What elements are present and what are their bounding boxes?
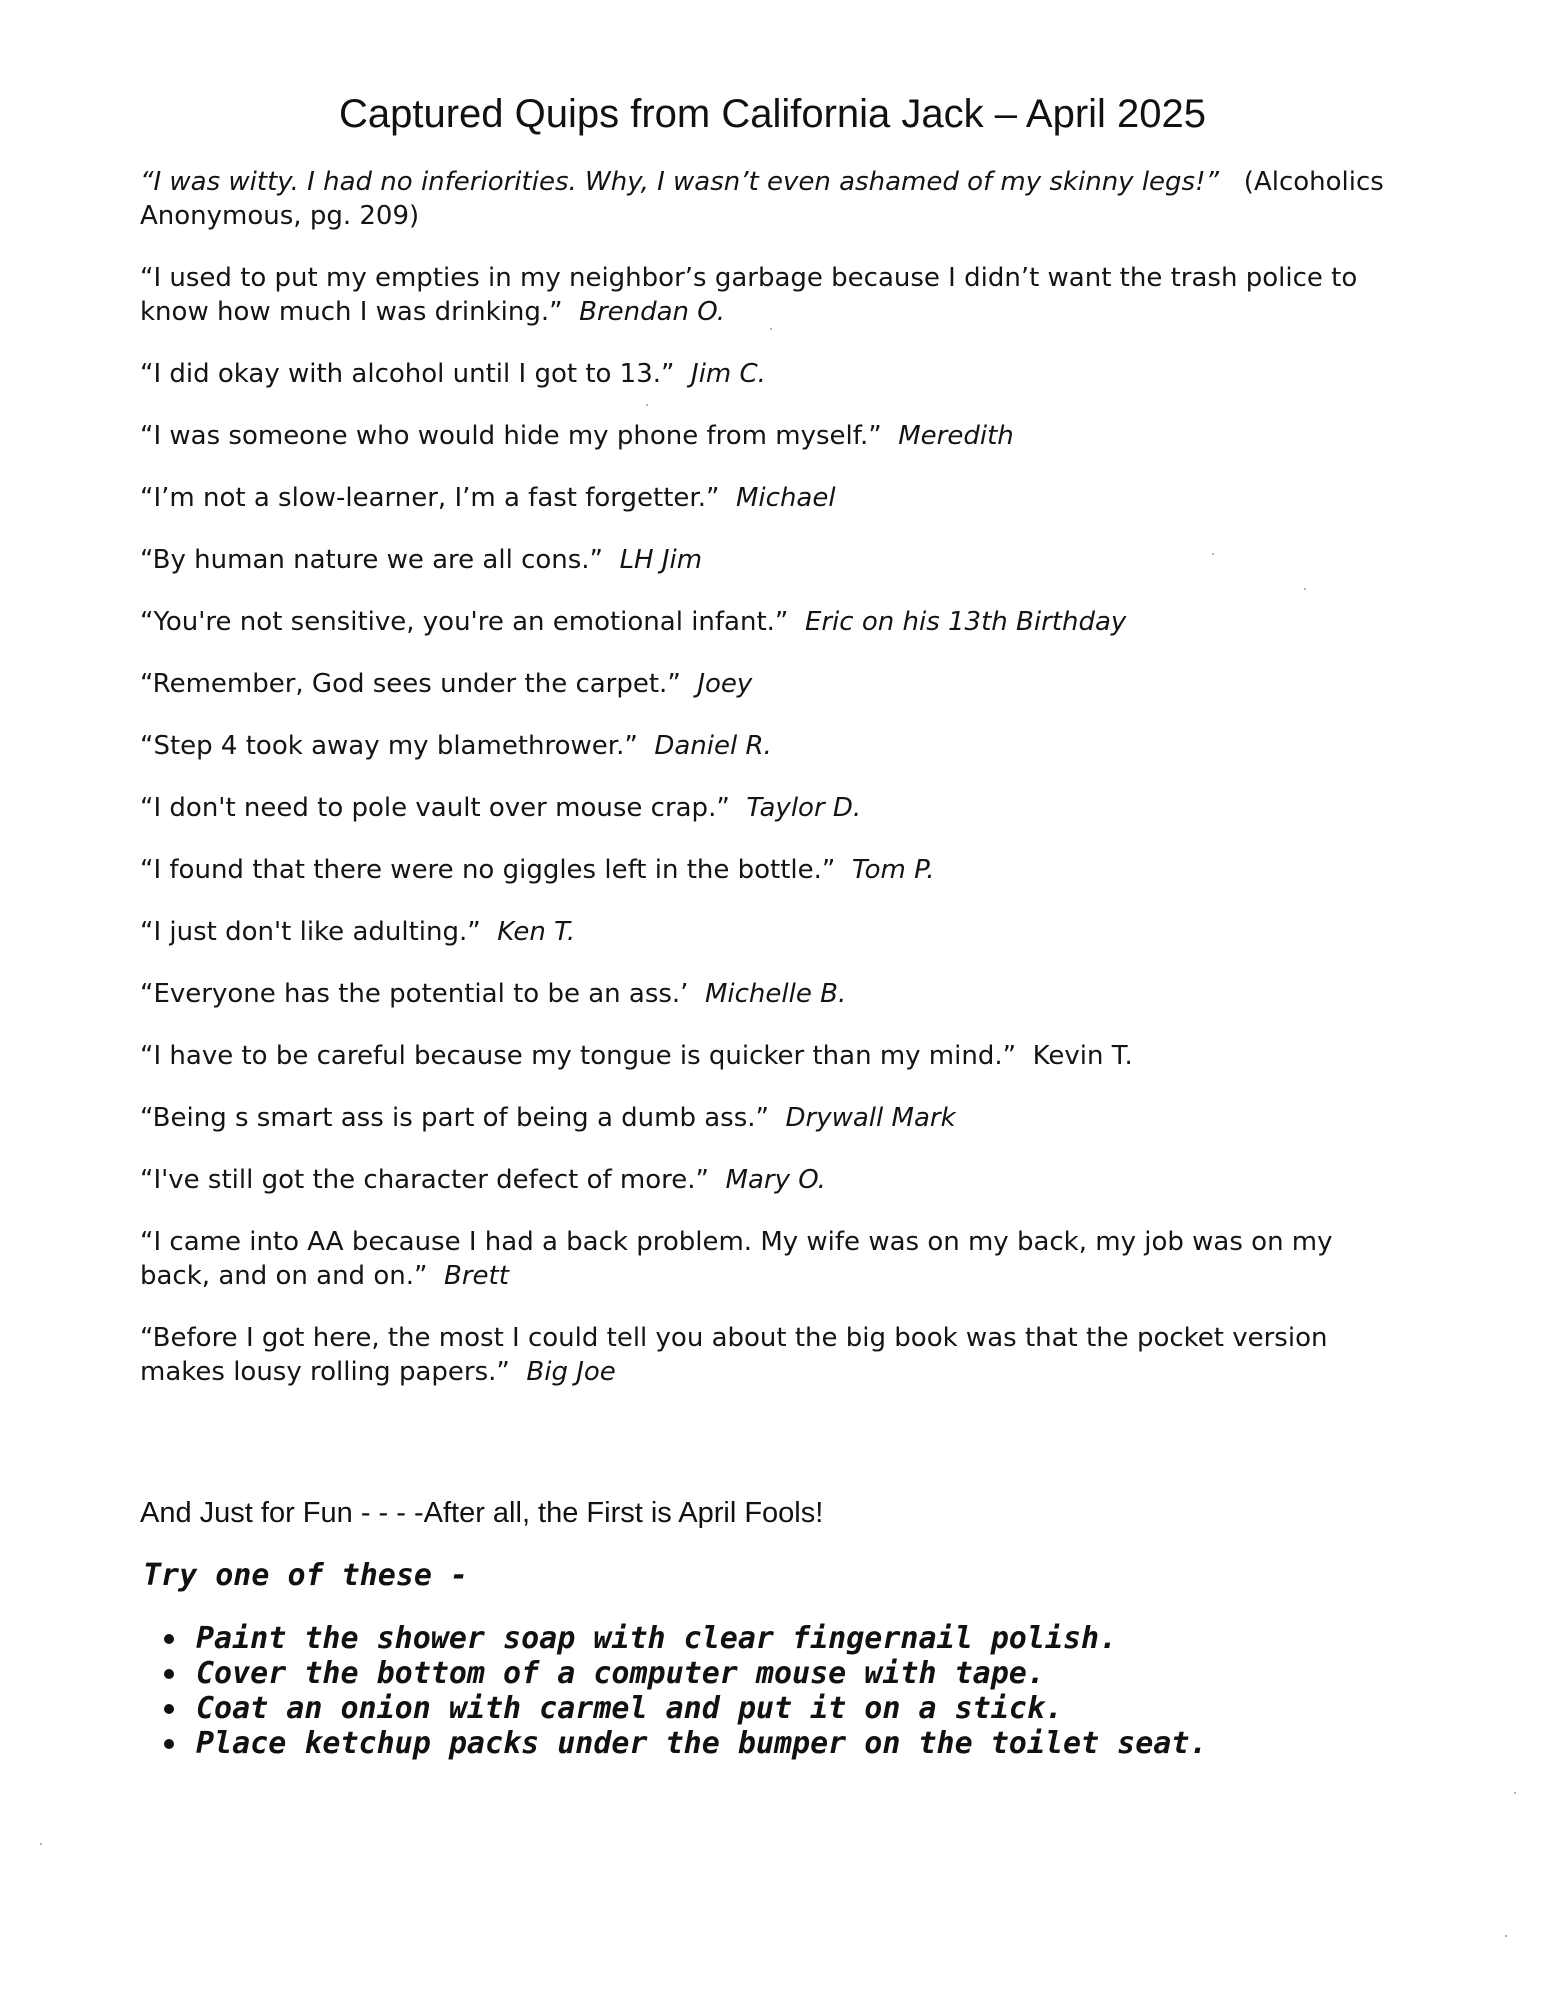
- quip-quote: “I used to put my empties in my neighbor’s garbage because I didn’t want the trash police to know how much I was drinking.”: [140, 263, 1358, 327]
- quip-attribution: Meredith: [898, 421, 1014, 451]
- prank-text: Paint the shower soap with clear fingernail polish.: [196, 1621, 1118, 1656]
- prank-list: [160, 1621, 1207, 1761]
- quip-quote: “I just don't like adulting.”: [140, 917, 481, 947]
- quip-item: [140, 915, 1390, 949]
- quip-quote: “I did okay with alcohol until I got to 13.”: [140, 359, 675, 389]
- quip-attribution: Ken T.: [497, 917, 576, 947]
- quip-quote: “Before I got here, the most I could tell you about the big book was that the pocket version makes lousy rolling papers.”: [140, 1323, 1328, 1387]
- scan-speck: [1505, 1935, 1507, 1937]
- quip-attribution: Eric on his 13th Birthday: [804, 607, 1127, 637]
- quip-item: [140, 729, 1390, 763]
- quip-item: [140, 165, 1390, 233]
- quip-item: [140, 261, 1390, 329]
- prank-item: [160, 1691, 1207, 1726]
- prank-text: Cover the bottom of a computer mouse with tape.: [196, 1656, 1045, 1691]
- scan-speck: [1514, 1792, 1516, 1794]
- quip-quote: “I was witty. I had no inferiorities. Why, I wasn’t even ashamed of my skinny legs!”: [140, 167, 1219, 197]
- quip-quote: “You're not sensitive, you're an emotional infant.”: [140, 607, 789, 637]
- scan-speck: [40, 1843, 42, 1845]
- quip-quote: “I came into AA because I had a back problem. My wife was on my back, my job was on my back, and on and on.”: [140, 1227, 1333, 1291]
- quip-attribution: Drywall Mark: [785, 1103, 956, 1133]
- quip-item: [140, 1321, 1390, 1389]
- scan-speck: [1304, 588, 1306, 590]
- quip-attribution: Brett: [443, 1261, 509, 1291]
- quip-item: [140, 853, 1390, 887]
- quip-item: [140, 357, 1390, 391]
- quip-attribution: Brendan O.: [579, 297, 725, 327]
- quip-attribution: LH Jim: [619, 545, 703, 575]
- quip-quote: “Being s smart ass is part of being a dumb ass.”: [140, 1103, 769, 1133]
- quip-attribution: Joey: [697, 669, 753, 699]
- quip-item: [140, 1163, 1390, 1197]
- quip-item: [140, 1101, 1390, 1135]
- bullet-icon: [164, 1739, 174, 1749]
- prank-item: [160, 1726, 1207, 1761]
- quip-attribution: Michelle B.: [704, 979, 847, 1009]
- quip-attribution: Mary O.: [725, 1165, 826, 1195]
- quip-quote: “Step 4 took away my blamethrower.”: [140, 731, 638, 761]
- quip-quote: “I was someone who would hide my phone from myself.”: [140, 421, 882, 451]
- quip-attribution: Michael: [736, 483, 836, 513]
- bullet-icon: [164, 1704, 174, 1714]
- quip-list: [140, 165, 1390, 1417]
- quip-item: [140, 1039, 1390, 1073]
- page-title: Captured Quips from California Jack – April 2025: [338, 92, 1207, 136]
- quip-attribution: Jim C.: [691, 359, 766, 389]
- quip-item: [140, 543, 1390, 577]
- quip-quote: “Everyone has the potential to be an ass.’: [140, 979, 689, 1009]
- quip-attribution: Daniel R.: [654, 731, 772, 761]
- try-heading: Try one of these -: [143, 1558, 469, 1593]
- prank-text: Coat an onion with carmel and put it on a stick.: [196, 1691, 1063, 1726]
- quip-attribution: Taylor D.: [746, 793, 862, 823]
- scan-speck: [646, 404, 648, 406]
- quip-quote: “I have to be careful because my tongue is quicker than my mind.”: [140, 1041, 1017, 1071]
- quip-item: [140, 977, 1390, 1011]
- prank-text: Place ketchup packs under the bumper on the toilet seat.: [196, 1726, 1208, 1761]
- quip-item: [140, 667, 1390, 701]
- quip-quote: “I’m not a slow-learner, I’m a fast forgetter.”: [140, 483, 720, 513]
- quip-attribution: Big Joe: [526, 1357, 616, 1387]
- quip-quote: “Remember, God sees under the carpet.”: [140, 669, 681, 699]
- quip-item: [140, 1225, 1390, 1293]
- scan-speck: [1212, 553, 1214, 555]
- quip-quote: “By human nature we are all cons.”: [140, 545, 604, 575]
- quip-attribution: (Alcoholics Anonymous, pg. 209): [140, 167, 1384, 231]
- quip-item: [140, 419, 1390, 453]
- quip-quote: “I found that there were no giggles left in the bottle.”: [140, 855, 836, 885]
- scan-speck: [770, 328, 772, 330]
- quip-attribution: Tom P.: [851, 855, 935, 885]
- prank-item: [160, 1656, 1207, 1691]
- quip-item: [140, 791, 1390, 825]
- fun-section-heading: And Just for Fun - - - -After all, the First is April Fools!: [140, 1497, 824, 1529]
- prank-item: [160, 1621, 1207, 1656]
- bullet-icon: [164, 1634, 174, 1644]
- quip-item: [140, 605, 1390, 639]
- quip-quote: “I've still got the character defect of more.”: [140, 1165, 709, 1195]
- quip-quote: “I don't need to pole vault over mouse crap.”: [140, 793, 730, 823]
- bullet-icon: [164, 1669, 174, 1679]
- quip-item: [140, 481, 1390, 515]
- quip-attribution: Kevin T.: [1032, 1041, 1133, 1071]
